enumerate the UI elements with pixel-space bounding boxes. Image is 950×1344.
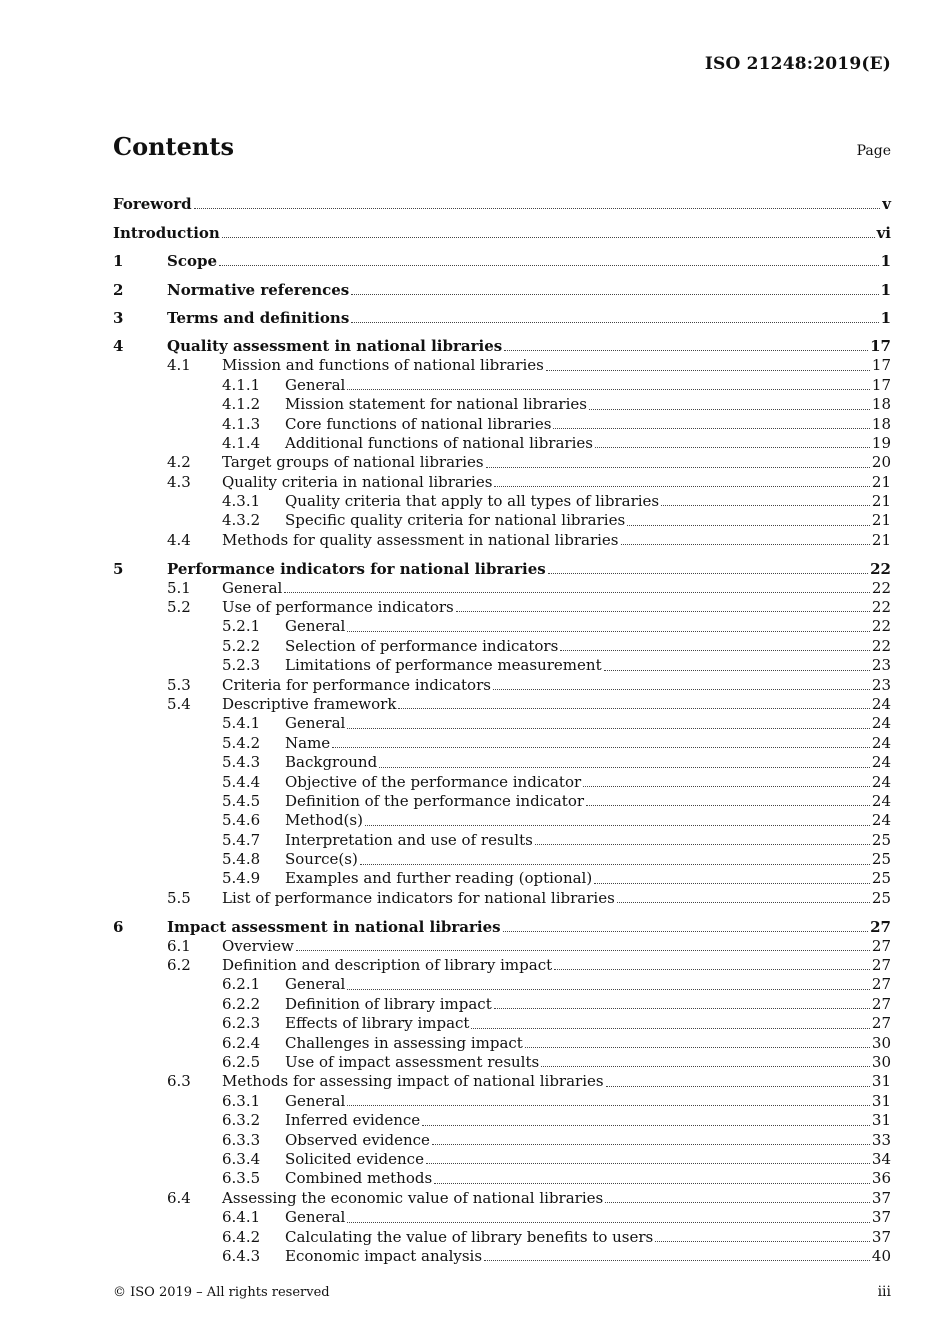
toc-entry[interactable] bbox=[113, 271, 891, 299]
toc-entry-title[interactable]: Introduction bbox=[113, 223, 220, 242]
dot-leader bbox=[432, 1143, 870, 1145]
toc-entry-number: 5.4.3 bbox=[222, 753, 261, 772]
dot-leader bbox=[627, 524, 870, 526]
toc-entry-number: 4 bbox=[113, 337, 124, 356]
toc-entry-title[interactable]: Assessing the economic value of national libraries bbox=[222, 1188, 604, 1207]
dot-leader bbox=[379, 766, 870, 768]
toc-entry[interactable] bbox=[113, 956, 891, 975]
toc-entry-page: 20 bbox=[871, 453, 891, 472]
toc-entry-title[interactable]: Definition and description of library impact bbox=[222, 956, 553, 975]
toc-entry-title[interactable]: Criteria for performance indicators bbox=[222, 675, 491, 694]
toc-entry-page: 37 bbox=[871, 1227, 891, 1246]
dot-leader bbox=[456, 610, 870, 612]
toc-entry-title[interactable]: Methods for quality assessment in national libraries bbox=[222, 530, 619, 549]
document-id: ISO 21248:2019(E) bbox=[704, 54, 891, 74]
toc-entry-title[interactable]: Limitations of performance measurement bbox=[285, 656, 602, 675]
toc-entry[interactable] bbox=[113, 1247, 891, 1266]
toc-entry-number: 6.2.1 bbox=[222, 975, 261, 994]
toc-entry[interactable] bbox=[113, 1092, 891, 1111]
toc-entry-title[interactable]: Mission and functions of national libraries bbox=[222, 356, 544, 375]
toc-entry-number: 4.3.2 bbox=[222, 511, 261, 530]
toc-entry[interactable] bbox=[113, 1169, 891, 1188]
toc-entry-title[interactable]: Use of impact assessment results bbox=[285, 1053, 540, 1071]
toc-entry[interactable] bbox=[113, 1053, 891, 1072]
dot-leader bbox=[347, 1104, 870, 1106]
toc-entry-page: 27 bbox=[871, 975, 891, 994]
toc-entry[interactable] bbox=[113, 492, 891, 511]
toc-entry[interactable] bbox=[113, 1034, 891, 1053]
toc-entry-page: 21 bbox=[871, 472, 891, 491]
toc-entry-title[interactable]: General bbox=[222, 578, 283, 597]
toc-entry-page: 30 bbox=[871, 1033, 891, 1052]
toc-entry[interactable] bbox=[113, 695, 891, 714]
toc-entry-page: 17 bbox=[871, 375, 891, 394]
toc-entry-page: 36 bbox=[871, 1169, 891, 1188]
dot-leader bbox=[554, 968, 870, 970]
toc-entry-title[interactable]: Core functions of national libraries bbox=[285, 414, 552, 433]
dot-leader bbox=[594, 882, 870, 884]
toc-entry-number: 3 bbox=[113, 308, 124, 327]
dot-leader bbox=[494, 1007, 870, 1009]
toc-entry[interactable] bbox=[113, 811, 891, 830]
toc-entry-page: 34 bbox=[871, 1149, 891, 1168]
toc-entry-page: 17 bbox=[870, 337, 891, 356]
toc-entry-number: 4.2 bbox=[167, 453, 191, 472]
dot-leader bbox=[655, 1240, 870, 1242]
toc-entry-number: 6.4 bbox=[167, 1188, 191, 1207]
toc-entry[interactable] bbox=[113, 376, 891, 395]
dot-leader bbox=[398, 707, 869, 709]
dot-leader bbox=[541, 1065, 870, 1067]
toc-entry-title[interactable]: Solicited evidence bbox=[285, 1149, 424, 1168]
toc-entry-page: 37 bbox=[871, 1208, 891, 1227]
toc-entry-number: 4.3.1 bbox=[222, 492, 261, 511]
dot-leader bbox=[332, 746, 870, 748]
toc-entry-number: 4.1.3 bbox=[222, 414, 261, 433]
toc-entry-page: 1 bbox=[880, 252, 891, 271]
toc-entry-title[interactable]: Observed evidence bbox=[285, 1130, 430, 1149]
toc-entry-page: 31 bbox=[871, 1091, 891, 1110]
toc-entry-page: 31 bbox=[871, 1072, 891, 1091]
toc-entry-page: 1 bbox=[880, 308, 891, 327]
toc-entry-number: 2 bbox=[113, 280, 124, 299]
toc-entry-number: 6.3.2 bbox=[222, 1111, 261, 1130]
toc-entry-number: 6.2.5 bbox=[222, 1053, 261, 1071]
toc-entry-title[interactable]: Foreword bbox=[113, 195, 192, 214]
toc-entry-title[interactable]: Inferred evidence bbox=[285, 1111, 421, 1130]
toc-entry-page: 22 bbox=[871, 578, 891, 597]
toc-entry-title[interactable]: Target groups of national libraries bbox=[222, 453, 484, 472]
toc-entry-number: 5.4.4 bbox=[222, 772, 261, 791]
toc-entry-title[interactable]: Source(s) bbox=[285, 850, 358, 869]
table-of-contents bbox=[113, 186, 891, 1266]
toc-entry-number: 6.3.3 bbox=[222, 1130, 261, 1149]
toc-entry-title[interactable]: Quality criteria in national libraries bbox=[222, 472, 493, 491]
toc-entry-number: 5.2 bbox=[167, 598, 191, 617]
dot-leader bbox=[493, 688, 870, 690]
toc-entry[interactable] bbox=[113, 579, 891, 598]
toc-entry-number: 6.4.2 bbox=[222, 1227, 261, 1246]
toc-entry[interactable] bbox=[113, 214, 891, 242]
toc-entry[interactable] bbox=[113, 870, 891, 889]
toc-entry-title[interactable]: Combined methods bbox=[285, 1169, 433, 1188]
toc-entry[interactable] bbox=[113, 792, 891, 811]
dot-leader bbox=[284, 591, 870, 593]
toc-entry-page: 25 bbox=[871, 888, 891, 907]
page-number: iii bbox=[877, 1284, 891, 1300]
toc-entry-title[interactable]: General bbox=[285, 1208, 346, 1227]
toc-entry-number: 6.2.4 bbox=[222, 1033, 261, 1052]
toc-entry-page: 40 bbox=[871, 1246, 891, 1265]
toc-entry-page: 27 bbox=[871, 956, 891, 975]
toc-entry-page: 24 bbox=[871, 714, 891, 733]
toc-entry-number: 5.2.1 bbox=[222, 617, 261, 636]
toc-entry-number: 5.4.6 bbox=[222, 811, 261, 830]
toc-entry-number: 5.4.5 bbox=[222, 791, 261, 810]
toc-entry[interactable] bbox=[113, 511, 891, 530]
toc-entry-page: 17 bbox=[871, 356, 891, 375]
toc-entry-title[interactable]: Definition of library impact bbox=[285, 994, 492, 1013]
page-column-label: Page bbox=[856, 143, 891, 159]
toc-entry-title[interactable]: Examples and further reading (optional) bbox=[285, 869, 593, 888]
toc-entry-page: 21 bbox=[871, 492, 891, 511]
toc-entry-page: 22 bbox=[871, 617, 891, 636]
toc-entry[interactable] bbox=[113, 975, 891, 994]
dot-leader bbox=[583, 785, 870, 787]
toc-entry-title[interactable]: Quality assessment in national libraries bbox=[167, 337, 503, 356]
toc-entry[interactable] bbox=[113, 656, 891, 675]
dot-leader bbox=[621, 543, 870, 545]
dot-leader bbox=[606, 1085, 870, 1087]
toc-entry[interactable] bbox=[113, 637, 891, 656]
toc-entry[interactable] bbox=[113, 356, 891, 375]
toc-entry-number: 5.4.7 bbox=[222, 830, 261, 849]
toc-entry-number: 6.3.5 bbox=[222, 1169, 261, 1188]
toc-entry[interactable] bbox=[113, 850, 891, 869]
toc-entry-page: 24 bbox=[871, 811, 891, 830]
page-title: Contents bbox=[113, 132, 234, 161]
toc-entry-number: 5.4.1 bbox=[222, 714, 261, 733]
dot-leader bbox=[422, 1124, 870, 1126]
toc-entry-page: 21 bbox=[871, 530, 891, 549]
toc-entry[interactable] bbox=[113, 937, 891, 956]
toc-entry-number: 5.1 bbox=[167, 578, 191, 597]
toc-entry-number: 5.4 bbox=[167, 694, 191, 713]
toc-entry-page: 33 bbox=[871, 1130, 891, 1149]
toc-entry[interactable] bbox=[113, 453, 891, 472]
dot-leader bbox=[604, 669, 870, 671]
dot-leader bbox=[553, 427, 869, 429]
toc-entry-number: 6.2 bbox=[167, 956, 191, 975]
toc-entry[interactable] bbox=[113, 243, 891, 271]
toc-entry-page: 30 bbox=[871, 1053, 891, 1071]
toc-entry-title[interactable]: Normative references bbox=[167, 280, 350, 299]
toc-entry-page: 24 bbox=[871, 753, 891, 772]
dot-leader bbox=[347, 1221, 870, 1223]
toc-entry-number: 5.2.2 bbox=[222, 636, 261, 655]
toc-entry-number: 6.2.2 bbox=[222, 994, 261, 1013]
toc-entry[interactable] bbox=[113, 1111, 891, 1130]
toc-entry-page: 24 bbox=[871, 772, 891, 791]
toc-entry-number: 5.4.8 bbox=[222, 850, 261, 869]
dot-leader bbox=[347, 630, 870, 632]
toc-entry[interactable] bbox=[113, 1150, 891, 1169]
toc-entry-page: 1 bbox=[880, 280, 891, 299]
dot-leader bbox=[560, 649, 870, 651]
toc-entry[interactable] bbox=[113, 753, 891, 772]
toc-entry-number: 6 bbox=[113, 917, 124, 936]
dot-leader bbox=[586, 804, 870, 806]
dot-leader bbox=[617, 901, 870, 903]
toc-entry-title[interactable]: General bbox=[285, 714, 346, 733]
toc-entry[interactable] bbox=[113, 1131, 891, 1150]
toc-entry-title[interactable]: General bbox=[285, 975, 346, 994]
toc-entry-page: 27 bbox=[871, 936, 891, 955]
toc-entry-title[interactable]: Impact assessment in national libraries bbox=[167, 917, 501, 936]
dot-leader bbox=[546, 369, 870, 371]
toc-entry-title[interactable]: Name bbox=[285, 733, 331, 752]
toc-entry-title[interactable]: Calculating the value of library benefits to users bbox=[285, 1227, 654, 1246]
toc-entry-title[interactable]: Selection of performance indicators bbox=[285, 636, 559, 655]
toc-entry-number: 6.2.3 bbox=[222, 1014, 261, 1033]
toc-entry-title[interactable]: Objective of the performance indicator bbox=[285, 772, 582, 791]
toc-entry-page: 24 bbox=[871, 694, 891, 713]
toc-entry-number: 6.3 bbox=[167, 1072, 191, 1091]
dot-leader bbox=[347, 988, 870, 990]
toc-entry-number: 6.3.1 bbox=[222, 1091, 261, 1110]
dot-leader bbox=[471, 1027, 869, 1029]
toc-entry-title[interactable]: Overview bbox=[222, 936, 294, 955]
toc-entry-title[interactable]: Performance indicators for national libraries bbox=[167, 559, 546, 578]
toc-entry-title[interactable]: General bbox=[285, 375, 346, 394]
dot-leader bbox=[605, 1201, 870, 1203]
toc-entry[interactable] bbox=[113, 831, 891, 850]
toc-entry-page: v bbox=[882, 195, 891, 214]
toc-entry-title[interactable]: Interpretation and use of results bbox=[285, 830, 533, 849]
toc-entry[interactable] bbox=[113, 300, 891, 328]
toc-entry-title[interactable]: Economic impact analysis bbox=[285, 1246, 483, 1265]
toc-entry[interactable] bbox=[113, 773, 891, 792]
toc-entry[interactable] bbox=[113, 676, 891, 695]
toc-entry-page: 25 bbox=[871, 830, 891, 849]
toc-entry-number: 5.4.9 bbox=[222, 869, 261, 888]
toc-entry-title[interactable]: Background bbox=[285, 753, 378, 772]
toc-entry-number: 1 bbox=[113, 252, 124, 271]
toc-entry-title[interactable]: Effects of library impact bbox=[285, 1014, 470, 1033]
toc-entry-number: 4.4 bbox=[167, 530, 191, 549]
toc-entry-page: 23 bbox=[871, 656, 891, 675]
toc-entry-title[interactable]: Terms and definitions bbox=[167, 308, 350, 327]
dot-leader bbox=[548, 572, 868, 574]
toc-entry-number: 4.1.1 bbox=[222, 375, 261, 394]
dot-leader bbox=[347, 727, 870, 729]
toc-entry[interactable] bbox=[113, 995, 891, 1014]
toc-entry-title[interactable]: Methods for assessing impact of national libraries bbox=[222, 1072, 604, 1091]
toc-entry-number: 4.1.4 bbox=[222, 433, 261, 452]
toc-entry[interactable] bbox=[113, 473, 891, 492]
toc-entry-number: 4.3 bbox=[167, 472, 191, 491]
dot-leader bbox=[426, 1162, 870, 1164]
toc-entry-page: 24 bbox=[871, 791, 891, 810]
toc-entry[interactable] bbox=[113, 1189, 891, 1208]
toc-entry[interactable] bbox=[113, 415, 891, 434]
toc-entry-page: 22 bbox=[870, 559, 891, 578]
toc-entry-title[interactable]: Mission statement for national libraries bbox=[285, 395, 587, 414]
toc-entry[interactable] bbox=[113, 395, 891, 414]
toc-entry-title[interactable]: General bbox=[285, 617, 346, 636]
toc-entry-page: 18 bbox=[871, 414, 891, 433]
toc-entry-title[interactable]: List of performance indicators for national libraries bbox=[222, 888, 615, 907]
toc-entry-page: 27 bbox=[870, 917, 891, 936]
toc-entry[interactable] bbox=[113, 328, 891, 356]
dot-leader bbox=[194, 207, 881, 209]
toc-entry-title[interactable]: General bbox=[285, 1091, 346, 1110]
dot-leader bbox=[595, 446, 870, 448]
toc-entry-page: 25 bbox=[871, 869, 891, 888]
toc-entry-title[interactable]: Additional functions of national libraries bbox=[285, 433, 593, 452]
toc-entry[interactable] bbox=[113, 734, 891, 753]
toc-entry-page: 27 bbox=[871, 994, 891, 1013]
dot-leader bbox=[351, 293, 878, 295]
toc-entry-title[interactable]: Quality criteria that apply to all types of libraries bbox=[285, 492, 660, 511]
toc-entry-page: 19 bbox=[871, 433, 891, 452]
toc-entry[interactable] bbox=[113, 1208, 891, 1227]
dot-leader bbox=[503, 930, 869, 932]
toc-entry-title[interactable]: Scope bbox=[167, 252, 218, 271]
toc-entry[interactable] bbox=[113, 617, 891, 636]
toc-entry-page: 31 bbox=[871, 1111, 891, 1130]
toc-entry-number: 5.4.2 bbox=[222, 733, 261, 752]
toc-entry[interactable] bbox=[113, 598, 891, 617]
toc-entry-page: 21 bbox=[871, 511, 891, 530]
toc-entry-page: 27 bbox=[871, 1014, 891, 1033]
toc-entry[interactable] bbox=[113, 1014, 891, 1033]
dot-leader bbox=[661, 504, 870, 506]
dot-leader bbox=[535, 843, 870, 845]
dot-leader bbox=[525, 1046, 870, 1048]
dot-leader bbox=[484, 1259, 870, 1261]
dot-leader bbox=[486, 466, 870, 468]
dot-leader bbox=[219, 264, 879, 266]
toc-entry-number: 6.1 bbox=[167, 936, 191, 955]
toc-entry[interactable] bbox=[113, 714, 891, 733]
toc-entry-title[interactable]: Definition of the performance indicator bbox=[285, 791, 585, 810]
dot-leader bbox=[351, 321, 878, 323]
toc-entry-page: 25 bbox=[871, 850, 891, 869]
toc-entry-number: 4.1.2 bbox=[222, 395, 261, 414]
toc-entry-page: 22 bbox=[871, 636, 891, 655]
toc-entry[interactable] bbox=[113, 434, 891, 453]
toc-entry-number: 5.3 bbox=[167, 675, 191, 694]
toc-entry-page: 22 bbox=[871, 598, 891, 617]
toc-entry-number: 5.2.3 bbox=[222, 656, 261, 675]
toc-entry[interactable] bbox=[113, 550, 891, 578]
toc-entry-number: 5.5 bbox=[167, 888, 191, 907]
toc-entry-page: 23 bbox=[871, 675, 891, 694]
toc-entry-number: 6.3.4 bbox=[222, 1149, 261, 1168]
toc-entry-page: 24 bbox=[871, 733, 891, 752]
toc-entry[interactable] bbox=[113, 531, 891, 550]
copyright-notice: © ISO 2019 – All rights reserved bbox=[113, 1285, 330, 1300]
toc-entry-page: vi bbox=[876, 223, 891, 242]
dot-leader bbox=[494, 485, 869, 487]
toc-entry[interactable] bbox=[113, 186, 891, 214]
dot-leader bbox=[434, 1182, 870, 1184]
dot-leader bbox=[296, 949, 870, 951]
toc-entry-number: 6.4.3 bbox=[222, 1246, 261, 1265]
toc-entry[interactable] bbox=[113, 1072, 891, 1091]
toc-entry-number: 5 bbox=[113, 559, 124, 578]
dot-leader bbox=[365, 824, 870, 826]
dot-leader bbox=[222, 236, 875, 238]
toc-entry[interactable] bbox=[113, 908, 891, 936]
toc-entry-page: 37 bbox=[871, 1188, 891, 1207]
toc-entry-number: 6.4.1 bbox=[222, 1208, 261, 1227]
toc-entry-title[interactable]: Method(s) bbox=[285, 811, 363, 830]
toc-entry[interactable] bbox=[113, 1228, 891, 1247]
dot-leader bbox=[360, 863, 870, 865]
dot-leader bbox=[589, 408, 870, 410]
toc-entry-title[interactable]: Use of performance indicators bbox=[222, 598, 454, 617]
toc-entry-number: 4.1 bbox=[167, 356, 191, 375]
toc-entry-title[interactable]: Specific quality criteria for national libraries bbox=[285, 511, 626, 530]
dot-leader bbox=[347, 388, 870, 390]
dot-leader bbox=[504, 349, 868, 351]
toc-entry-page: 18 bbox=[871, 395, 891, 414]
toc-entry[interactable] bbox=[113, 889, 891, 908]
toc-entry-title[interactable]: Descriptive framework bbox=[222, 694, 397, 713]
toc-entry-title[interactable]: Challenges in assessing impact bbox=[285, 1033, 523, 1052]
